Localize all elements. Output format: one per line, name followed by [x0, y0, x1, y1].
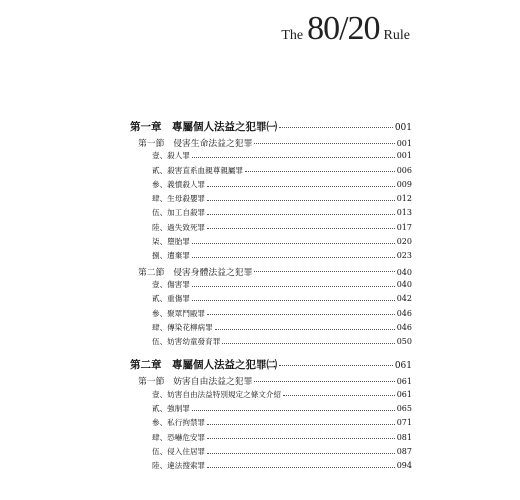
toc-item-row: [130, 308, 412, 322]
dot-leader: [192, 300, 395, 301]
dot-leader: [222, 343, 394, 344]
dot-leader: [207, 314, 395, 315]
toc-section-row: [130, 265, 412, 279]
toc-page-number: 020: [396, 237, 412, 247]
toc-entry-title: 第二節 侵害身體法益之犯罪: [138, 267, 253, 278]
toc-page-number: 094: [396, 461, 412, 471]
toc-entry-title: 柒、墮胎罪: [152, 237, 190, 247]
toc-page-number: 006: [396, 165, 412, 175]
toc-entry-title: 第一章 專屬個人法益之犯罪㈠: [130, 121, 277, 133]
toc-entry-title: 第二章 專屬個人法益之犯罪㈡: [130, 359, 277, 372]
toc-entry-title: 肆、恐嚇危安罪: [152, 432, 206, 442]
toc-item-row: [130, 165, 412, 179]
toc-entry-title: 捌、遺棄罪: [152, 251, 190, 261]
toc-item-row: [130, 432, 412, 446]
toc-entry-title: 參、私行拘禁罪: [152, 418, 206, 428]
toc-page-number: 081: [396, 432, 412, 442]
toc-entry-title: 伍、侵入住居罪: [152, 446, 206, 456]
toc-entry-title: 壹、妨害自由法益特別規定之條文介紹: [152, 389, 282, 399]
brand-number: 80/20: [307, 10, 380, 47]
dot-leader: [207, 200, 395, 201]
toc-entry-title: 參、聚眾鬥毆罪: [152, 308, 206, 318]
toc-item-row: [130, 222, 412, 236]
toc-page-number: 071: [396, 418, 412, 428]
toc-item-row: [130, 236, 412, 250]
dot-leader: [207, 186, 395, 187]
dot-leader: [254, 381, 394, 382]
dot-leader: [245, 171, 395, 172]
toc-page-number: 001: [396, 139, 412, 148]
toc-page-number: 001: [396, 151, 412, 161]
dot-leader: [279, 127, 393, 128]
dot-leader: [207, 467, 395, 468]
toc-page-number: 087: [396, 446, 412, 456]
dot-leader: [215, 329, 395, 330]
dot-leader: [207, 453, 395, 454]
table-of-contents: [130, 119, 412, 475]
toc-item-row: [130, 446, 412, 460]
toc-page-number: 023: [396, 251, 412, 261]
toc-page-number: 061: [396, 389, 412, 399]
toc-entry-title: 伍、加工自殺罪: [152, 208, 206, 218]
dot-leader: [207, 424, 395, 425]
toc-page-number: 017: [396, 222, 412, 232]
toc-entry-title: 貳、殺害直系血親尊親屬罪: [152, 165, 244, 175]
dot-leader: [192, 257, 395, 258]
toc-page-number: 065: [396, 404, 412, 414]
toc-entry-title: 陸、過失致死罪: [152, 222, 206, 232]
dot-leader: [254, 143, 394, 144]
book-brand-logo: [281, 10, 410, 48]
toc-page-number: 040: [396, 267, 412, 277]
toc-page-number: 046: [396, 308, 412, 318]
toc-item-row: [130, 417, 412, 431]
dot-leader: [207, 214, 395, 215]
toc-item-row: [130, 279, 412, 293]
dot-leader: [192, 243, 395, 244]
toc-entry-title: 第一節 侵害生命法益之犯罪: [138, 139, 253, 149]
toc-chapter-row: [130, 357, 412, 374]
toc-page-number: 050: [396, 337, 412, 347]
dot-leader: [192, 410, 395, 411]
toc-page-number: 012: [396, 194, 412, 204]
toc-entry-title: 壹、傷害罪: [152, 279, 190, 289]
toc-section-row: [130, 136, 412, 150]
toc-entry-title: 參、義憤殺人罪: [152, 179, 206, 189]
toc-item-row: [130, 250, 412, 264]
toc-item-row: [130, 389, 412, 403]
brand-rule: Rule: [383, 28, 410, 43]
toc-page-number: 009: [396, 179, 412, 189]
toc-entry-title: 伍、妨害幼童發育罪: [152, 337, 221, 347]
dot-leader: [207, 228, 395, 229]
toc-entry-title: 壹、殺人罪: [152, 151, 190, 161]
toc-item-row: [130, 403, 412, 417]
toc-page-number: 040: [396, 279, 412, 289]
toc-page-number: 001: [394, 123, 412, 133]
toc-item-row: [130, 460, 412, 474]
dot-leader: [207, 438, 395, 439]
toc-page-number: 042: [396, 294, 412, 304]
toc-entry-title: 肆、傳染花柳病罪: [152, 322, 213, 332]
toc-chapter-row: [130, 119, 412, 136]
toc-entry-title: 貳、重傷罪: [152, 294, 190, 304]
toc-entry-title: 貳、強制罪: [152, 404, 190, 414]
toc-item-row: [130, 207, 412, 221]
toc-item-row: [130, 322, 412, 336]
toc-item-row: [130, 336, 412, 350]
dot-leader: [279, 365, 393, 366]
brand-the: The: [281, 28, 304, 43]
toc-section-row: [130, 374, 412, 388]
toc-page-number: 061: [396, 377, 412, 387]
toc-item-row: [130, 193, 412, 207]
dot-leader: [192, 286, 395, 287]
toc-entry-title: 肆、生母殺嬰罪: [152, 194, 206, 204]
toc-item-row: [130, 150, 412, 164]
toc-entry-title: 陸、違法搜索罪: [152, 461, 206, 471]
dot-leader: [254, 271, 394, 272]
toc-page-number: 013: [396, 208, 412, 218]
toc-page-number: 046: [396, 322, 412, 332]
toc-entry-title: 第一節 妨害自由法益之犯罪: [138, 377, 253, 388]
toc-item-row: [130, 293, 412, 307]
dot-leader: [283, 395, 395, 396]
dot-leader: [192, 157, 395, 158]
toc-item-row: [130, 179, 412, 193]
toc-page-number: 061: [394, 361, 412, 372]
